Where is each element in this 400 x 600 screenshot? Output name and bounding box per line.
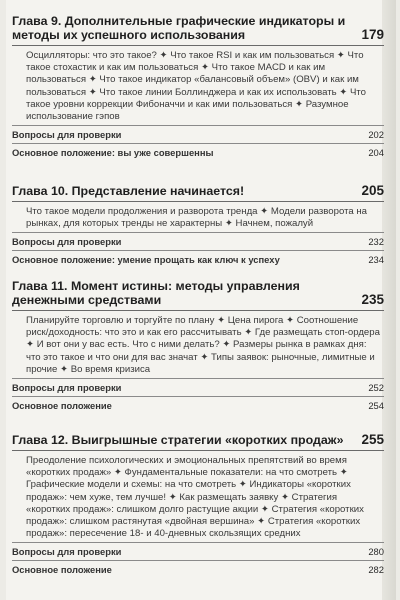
chapter-page-number: 235 (361, 292, 384, 307)
chapter-10 (12, 184, 384, 266)
chapter-page-number: 205 (361, 183, 384, 198)
toc-row-label: Вопросы для проверки (12, 382, 122, 394)
chapter-topics: Планируйте торговлю и торгуйте по плану ✦ Цена пирога ✦ Соотношение риск/доходность: что это и как его рассчитывать ✦ Где размещать стоп-ордера ✦ И вот они у вас есть. Что с ними делать? ✦ Размеры рынка в рамках дня: что это такое и что они для вас значат ✦ Типы заявок: рыночные, лимитные и прочие ✦ Во время кризиса (26, 315, 380, 375)
toc-row (12, 560, 384, 576)
chapter-page-number: 179 (361, 27, 384, 42)
toc-row-page: 204 (368, 147, 384, 159)
toc-row-page: 254 (368, 400, 384, 412)
toc-row-label: Основное положение: умение прощать как ключ к успеху (12, 254, 280, 266)
toc-row-label: Вопросы для проверки (12, 129, 122, 141)
chapter-page-number: 255 (361, 432, 384, 447)
chapter-12 (12, 433, 384, 576)
chapter-title: Глава 12. Выигрышные стратегии «коротких продаж» (12, 433, 344, 447)
toc-row (12, 143, 384, 159)
toc-row-page: 252 (368, 382, 384, 394)
toc-row (12, 378, 384, 394)
toc-row-label: Основное положение (12, 564, 112, 576)
toc-row-page: 232 (368, 236, 384, 248)
toc-row-label: Основное положение: вы уже совершенны (12, 147, 214, 159)
book-page (6, 0, 396, 600)
chapter-topics: Что такое модели продолжения и разворота тренда ✦ Модели разворота на рынках, для которых тренды не характерны ✦ Начнем, пожалуй (26, 206, 368, 230)
toc-row (12, 542, 384, 558)
chapter-title: Глава 10. Представление начинается! (12, 184, 245, 198)
toc-row-label: Основное положение (12, 400, 112, 412)
page-edge (382, 0, 396, 600)
chapter-topics: Осцилляторы: что это такое? ✦ Что такое RSI и как им пользоваться ✦ Что такое стохастик и как им пользоваться ✦ Что такое MACD и как им пользоваться ✦ Что такое индикатор «балансовый объем» (OBV) и как им пользоваться ✦ Что такое линии Боллинджера и как их использовать ✦ Что такое уровни коррекции Фибоначчи и как ими пользоваться ✦ Разумное использование гэпов (26, 50, 366, 123)
toc-row-label: Вопросы для проверки (12, 546, 122, 558)
chapter-title: Глава 9. Дополнительные графические индикаторы и методы их успешного использования (12, 14, 346, 42)
chapter-heading (12, 14, 384, 42)
chapter-9 (12, 14, 384, 159)
toc-row (12, 396, 384, 412)
chapter-heading (12, 184, 384, 198)
toc-row-page: 234 (368, 254, 384, 266)
chapter-heading (12, 433, 384, 447)
chapter-topics: Преодоление психологических и эмоциональных препятствий во время «коротких продаж» ✦ Фундаментальные показатели: на что смотреть ✦ Графические модели и схемы: на что смотреть ✦ Индикаторы «коротких продаж»: чем хуже, тем лучше! ✦ Как размещать заявку ✦ Стратегия «коротких продаж»: слишком долго растущие акции ✦ Стратегия «коротких продаж»: слишком растянутая «двойная вершина» ✦ Стратегия «коротких продаж»: пересечение 18- и 40-дневных скользящих средних (26, 455, 364, 540)
toc-row (12, 232, 384, 248)
toc-row-page: 202 (368, 129, 384, 141)
chapter-11 (12, 279, 384, 412)
toc-row-page: 282 (368, 564, 384, 576)
chapter-heading (12, 279, 384, 307)
toc-row-label: Вопросы для проверки (12, 236, 122, 248)
toc-row (12, 250, 384, 266)
toc-row (12, 125, 384, 141)
toc-row-page: 280 (368, 546, 384, 558)
chapter-title: Глава 11. Момент истины: методы управления денежными средствами (12, 279, 300, 307)
